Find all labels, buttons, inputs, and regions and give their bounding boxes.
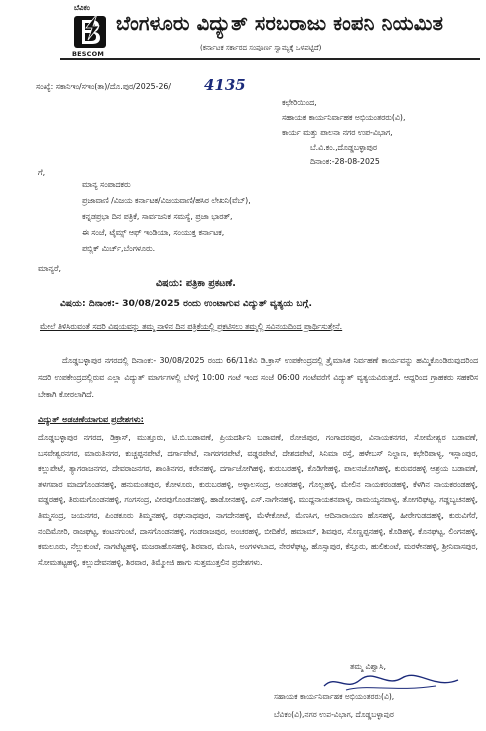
affected-areas-heading: ವಿದ್ಯುತ್ ಅಡಚಣೆಯಾಗುವ ಪ್ರದೇಶಗಳು: (38, 414, 144, 424)
salutation: ಮಾನ್ಯರೆ, (38, 264, 62, 273)
office-line-location: ಬೆ.ವಿ.ಕಂ.,ದೊಡ್ಡಬಳ್ಳಾಪುರ (310, 143, 377, 152)
body-paragraph: ದೊಡ್ಡಬಳ್ಳಾಪುರ ನಗರದಲ್ಲಿ ದಿನಾಂಕ:- 30/08/2025 ರಂದು 66/11ಕೆವಿ ಡಿ.ಕ್ರಾಸ್ ಉಪಕೇಂದ್ರದಲ್ಲಿ ತ್ರೈಮಾಸಿಕ ನಿರ್ವಹಣೆ ಕಾರ್ಯವನ್ನು ಹಮ್ಮಿಕೊಂಡಿರುವುದರಿಂದ ಸದರಿ ಉಪಕೇಂದ್ರದಲ್ಲಿರುವ ಎಲ್ಲಾ ವಿದ್ಯುತ್ ಮಾರ್ಗಗಳಲ್ಲಿ ಬೆಳಿಗ್ಗೆ 10:00 ಗಂಟೆ ಇಂದ ಸಂಜೆ 06:00 ಗಂಟೆವರೆಗೆ ವಿದ್ಯುತ್ ವ್ಯತ್ಯಯವಿರುತ್ತದೆ. ಆದ್ದರಿಂದ ಗ್ರಾಹಕರು ಸಹಕರಿಸ ಬೇಕಾಗಿ ಕೋರಲಾಗಿದೆ. (38, 356, 478, 399)
government-line: (ಕರ್ನಾಟಕ ಸರ್ಕಾರದ ಸಂಪೂರ್ಣ ಸ್ವಾಮ್ಯಕ್ಕೆ ಒಳಪಟ್ಟಿದೆ) (200, 44, 322, 52)
office-line-from: ಕಛೇರಿಯಿಂದ, (282, 98, 317, 107)
header-divider (60, 58, 480, 60)
logo-top-text: ಬೆವಿಕಂ (74, 4, 90, 12)
recipient-line: ಪ್ರಜಾವಾಣಿ /ವಿಜಯ ಕರ್ನಾಟಕ/ವಿಜಯವಾಣಿ/ಹಸಿರ ಲೇಖನಿ(ವೆಬ್), (82, 196, 251, 205)
signatory-designation: ಸಹಾಯಕ ಕಾರ್ಯನಿರ್ವಾಹಕ ಅಭಿಯಂತರರು(ವಿ), (274, 692, 395, 701)
reference-handwritten: 4135 (204, 76, 246, 94)
to-label: ಗೆ, (38, 168, 46, 177)
recipient-line: ಕನ್ನಡಪ್ರಭಾ ದಿನ ಪತ್ರಿಕೆ, ಸಾರ್ವಜನಿಕ ಸಮಸ್ಯೆ, ಪ್ರಜಾ ಭಾರತ್, (82, 212, 233, 221)
organization-title: ಬೆಂಗಳೂರು ವಿದ್ಯುತ್ ಸರಬರಾಜು ಕಂಪನಿ ನಿಯಮಿತ (116, 12, 444, 35)
recipient-line: ಮಾನ್ಯ ಸಂಪಾದಕರು (82, 180, 131, 189)
office-line-subdivision: ಕಾರ್ಯ ಮತ್ತು ಪಾಲನಾ ನಗರ ಉಪ-ವಿಭಾಗ, (282, 128, 393, 137)
signature-mark (316, 672, 466, 694)
affected-areas-list: ದೊಡ್ಡಬಳ್ಳಾಪುರ ನಗರದ, ಡಿಕ್ರಾಸ್, ಮುತ್ತೂರು, ಟಿ.ಬಿ.ಬಡಾವಣೆ, ಪ್ರಿಯದರ್ಶಿನಿ ಬಡಾವಣೆ, ರೋಜಿಪುರ, ಗಂಗಾದರಪುರ, ವಿನಾಯಕನಗರ, ಸೋಮೇಶ್ವರ ಬಡಾವಣೆ, ಬಸವೇಶ್ವರನಗರ, ಮಾರುತಿನಗರ, ಕುಚ್ಚಪ್ಪನಪೇಟೆ, ದರ್ಗಾಪೇಟೆ, ನಾಗರಗರಪೇಟೆ, ವಡ್ಡರಪೇಟೆ, ದೇಶದಪೇಟೆ, ಸಿನಿಮಾ ರಸ್ತೆ, ಹಳೇಬಸ್ ನಿಲ್ದಾಣ, ಕಛೇರಿಪಾಳ್ಯ, ಇಸ್ಲಾಂಪುರ, ಕಲ್ಲುಪೇಟೆ, ತ್ಯಾಗರಾಜನಗರ, ದೇವರಾಜನಗರ, ಶಾಂತಿನಗರ, ಕರೇನಹಳ್ಳಿ, ದರ್ಗಾಜೋಗಿಹಳ್ಳಿ, ಕುರುಬರಹಳ್ಳಿ, ಕೊಡಿಗೇಹಳ್ಳಿ, ಪಾಲನಜೋಗಿಹಳ್ಳಿ, ಕುರುವರಹಳ್ಳಿ ಆಶ್ರಯ ಬಡಾವಣೆ, ತಳಗವಾರ ಮಾದಗೊಂಡನಹಳ್ಳಿ, ಹನುಮಂತಪುರ, ಕೋಳೂರು, ಕುರುಬರಹಳ್ಳಿ, ಅಳ್ಳಾಲಸಂದ್ರ, ಅಂತರಹಳ್ಳಿ, ಗೊಲ್ಲಹಳ್ಳಿ, ಮೇಲಿನ ನಾಯಕರಂಡಹಳ್ಳಿ, ಕೆಳಗಿನ ನಾಯಕರಂಡಹಳ್ಳಿ, ವಡ್ಡರಹಳ್ಳಿ, ತಿರುಮಗೊಂಡನಹಳ್ಳಿ, ಗಂಗಸಂದ್ರ, ವೀರಪುಗೊಂಡನಹಳ್ಳಿ, ಹಾಡೋನಹಳ್ಳಿ, ಎಸ್.ನಾಗೇನಹಳ್ಳಿ, ಮುದ್ದನಾಯಕನಪಾಳ್ಯ, ರಾಮಯ್ಯನಪಾಳ್ಯ, ತೋಗರಿಘಟ್ಟ, ಗಡ್ಡಬ್ಯಚನಹಳ್ಳಿ, ತಿಮ್ಮಸಂದ್ರ, ಜಯನಗರ, ಪಿಂಡಕೂರು ತಿಮ್ಮನಹಳ್ಳಿ, ರಘುನಾಥಪುರ, ನಾಗದೇನಹಳ್ಳಿ, ಮೆಳೇಕೋಟೆ, ಮೆಣಸಿಗ, ಆದಿನಾರಾಯಣ ಹೊಸಹಳ್ಳಿ, ಹೀರೇಗುಡದಹಳ್ಳಿ, ಕುರುವಿಗೆರೆ, ನಂದಿಮೋರಿ, ರಾಜಘಟ್ಟ, ಕಂಟನಗುಂಟೆ, ದಾಸಗೊಂಡನಹಳ್ಳಿ, ಗಂಡರಾಜಪುರ, ಅಂಚರಹಳ್ಳಿ, ಬೀದಿಕೆರೆ, ಹಮಾಮ್, ಶಿವಪುರ, ಸೊಣ್ಣಪ್ಪನಹಳ್ಳಿ, ಕೊಡಿಹಳ್ಳಿ, ಕೊನಘಟ್ಟ, ಲಿಂಗನಹಳ್ಳಿ, ಕಮಲೂರು, ನೆಲ್ಲುಕುಂಟೆ, ನಾಗಟೆಟ್ಟಹಳ್ಳಿ, ಮಜರಾಹೊಸಹಳ್ಳಿ, ಶಿರವಾರ, ಮೆಣಸಿ, ಅಂಗಳಳಬಾದ, ನೇರಳೆಘಟ್ಟ, ಹೊಸ್ಸಾಪುರ, ಕೆಸ್ತೂರು, ಹುಲಿಕುಂಟೆ, ಮರಳೇನಹಳ್ಳಿ, ಶ್ರೀನಿವಾಸಪುರ, ಸೋಮತಟ್ಟಹಳ್ಳಿ, ಕಲ್ಲುದೇವನಹಳ್ಳಿ, ಶಿರವಾರ, ತಿಮ್ಮೋಜಿ ಹಾಗು ಸುತ್ತಮುತ್ತಲಿನ ಪ್ರದೇಶಗಳು. (38, 433, 478, 567)
office-line-date: ದಿನಾಂಕ:-28-08-2025 (310, 157, 380, 166)
office-line-designation: ಸಹಾಯಕ ಕಾರ್ಯನಿರ್ವಾಹಕ ಅಭಿಯಂತರರು(ವಿ), (282, 113, 406, 122)
logo-bottom-text: BESCOM (72, 50, 105, 58)
recipient-line: ಈ ಸಂಜೆ, ಟೈಮ್ಸ್ ಆಫ್ ಇಂಡಿಯಾ, ಸಂಯುಕ್ತ ಕರ್ನಾಟಕ, (82, 228, 225, 237)
subject-line: ವಿಷಯ: ದಿನಾಂಕ:- 30/08/2025 ರಂದು ಉಂಟಾಗುವ ವಿದ್ಯುತ್ ವ್ಯತ್ಯಯ ಬಗ್ಗೆ. (60, 298, 312, 309)
bescom-logo (70, 6, 110, 56)
recipient-line: ಪಬ್ಲಿಕ್ ಮಿರ್ಚ್,ಬೆಂಗಳೂರು. (82, 244, 156, 253)
closing-yours: ತಮ್ಮ ವಿಶ್ವಾಸಿ, (350, 662, 387, 671)
subject-heading: ವಿಷಯ: ಪತ್ರಿಕಾ ಪ್ರಕಟಣೆ. (156, 278, 236, 289)
publication-request: ಮೇಲೆ ತಿಳಿಸಿರುವಂತೆ ಸದರಿ ವಿಷಯವನ್ನು ತಮ್ಮ ನಾಳಿನ ದಿನ ಪತ್ರಿಕೆಯಲ್ಲಿ ಪ್ರಕಟಿಸಲು ತಮ್ಮಲ್ಲಿ ಸವಿನಯದಿಂದ ಪ್ರಾರ್ಥಿಸುತ್ತೇನೆ. (40, 322, 343, 331)
reference-number: ಸಂಖ್ಯೆ: ಸಕಾನಿಇಂ/ಸಇಂ(ತಾ)/ದೊ.ಪುರ/2025-26/ (36, 82, 172, 91)
signatory-office: ಬೆವಿಕಂ(ವಿ),ನಗರ ಉಪ-ವಿಭಾಗ, ದೊಡ್ಡಬಳ್ಳಾಪುರ (274, 710, 394, 719)
